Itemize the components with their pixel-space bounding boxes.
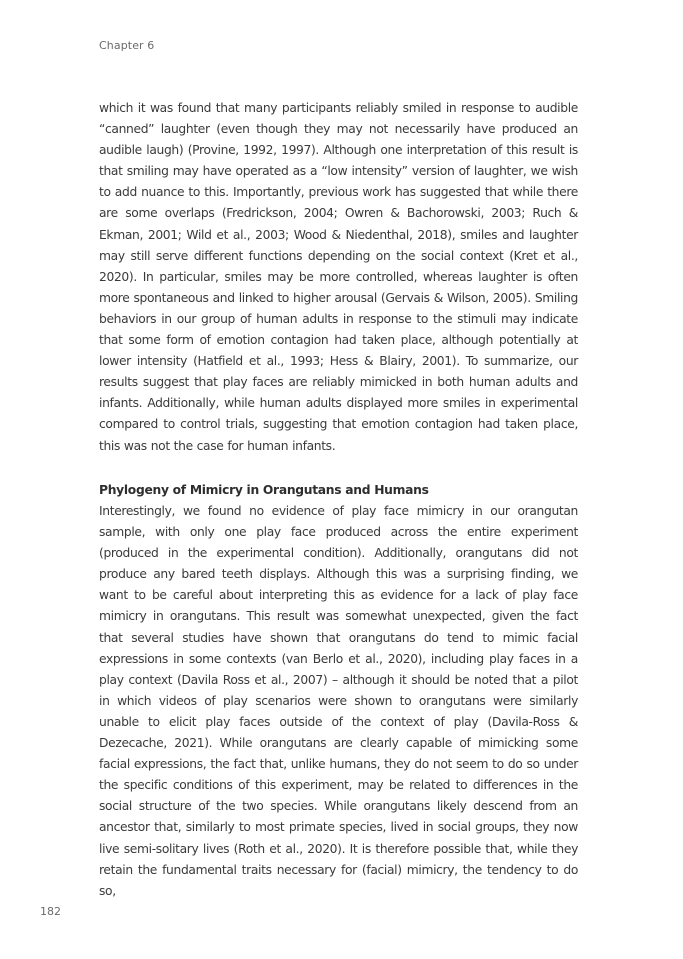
- body-paragraph-1: which it was found that many participants reliably smiled in response to audible “canned” laughter (even though they may not necessarily have produced an audible laugh) (Provine, 1992, 1997). Although one interpretation of this result is that smiling may have operated as a “low intensity” version of laughter, we wish to add nuance to this. Importantly, previous work has suggested that while there are some overlaps (Fredrickson, 2004; Owren & Bachorowski, 2003; Ruch & Ekman, 2001; Wild et al., 2003; Wood & Niedenthal, 2018), smiles and laughter may still serve different functions depending on the social context (Kret et al., 2020). In particular, smiles may be more controlled, whereas laughter is often more spontaneous and linked to higher arousal (Gervais & Wilson, 2005). Smiling behaviors in our group of human adults in response to the stimuli may indicate that some form of emotion contagion had taken place, although potentially at lower intensity (Hatfield et al., 1993; Hess & Blairy, 2001). To summarize, our results suggest that play faces are reliably mimicked in both human adults and infants. Additionally, while human adults displayed more smiles in experimental compared to control trials, suggesting that emotion contagion had taken place, this was not the case for human infants.: [99, 101, 578, 453]
- section-heading: Phylogeny of Mimicry in Orangutans and Humans: [99, 483, 429, 497]
- page-number: 182: [40, 905, 61, 918]
- running-header-chapter: Chapter 6: [99, 39, 155, 52]
- body-paragraph-2: Interestingly, we found no evidence of play face mimicry in our orangutan sample, with only one play face produced across the entire experiment (produced in the experimental condition). Additionally, orangutans did not produce any bared teeth displays. Although this was a surprising finding, we want to be careful about interpreting this as evidence for a lack of play face mimicry in orangutans. This result was somewhat unexpected, given the fact that several studies have shown that orangutans do tend to mimic facial expressions in some contexts (van Berlo et al., 2020), including play faces in a play context (Davila Ross et al., 2007) – although it should be noted that a pilot in which videos of play scenarios were shown to orangutans were similarly unable to elicit play faces outside of the context of play (Davila-Ross & Dezecache, 2021). While orangutans are clearly capable of mimicking some facial expressions, the fact that, unlike humans, they do not seem to do so under the specific conditions of this experiment, may be related to differences in the social structure of the two species. While orangutans likely descend from an ancestor that, similarly to most primate species, lived in social groups, they now live semi-solitary lives (Roth et al., 2020). It is therefore possible that, while they retain the fundamental traits necessary for (facial) mimicry, the tendency to do so,: [99, 504, 578, 898]
